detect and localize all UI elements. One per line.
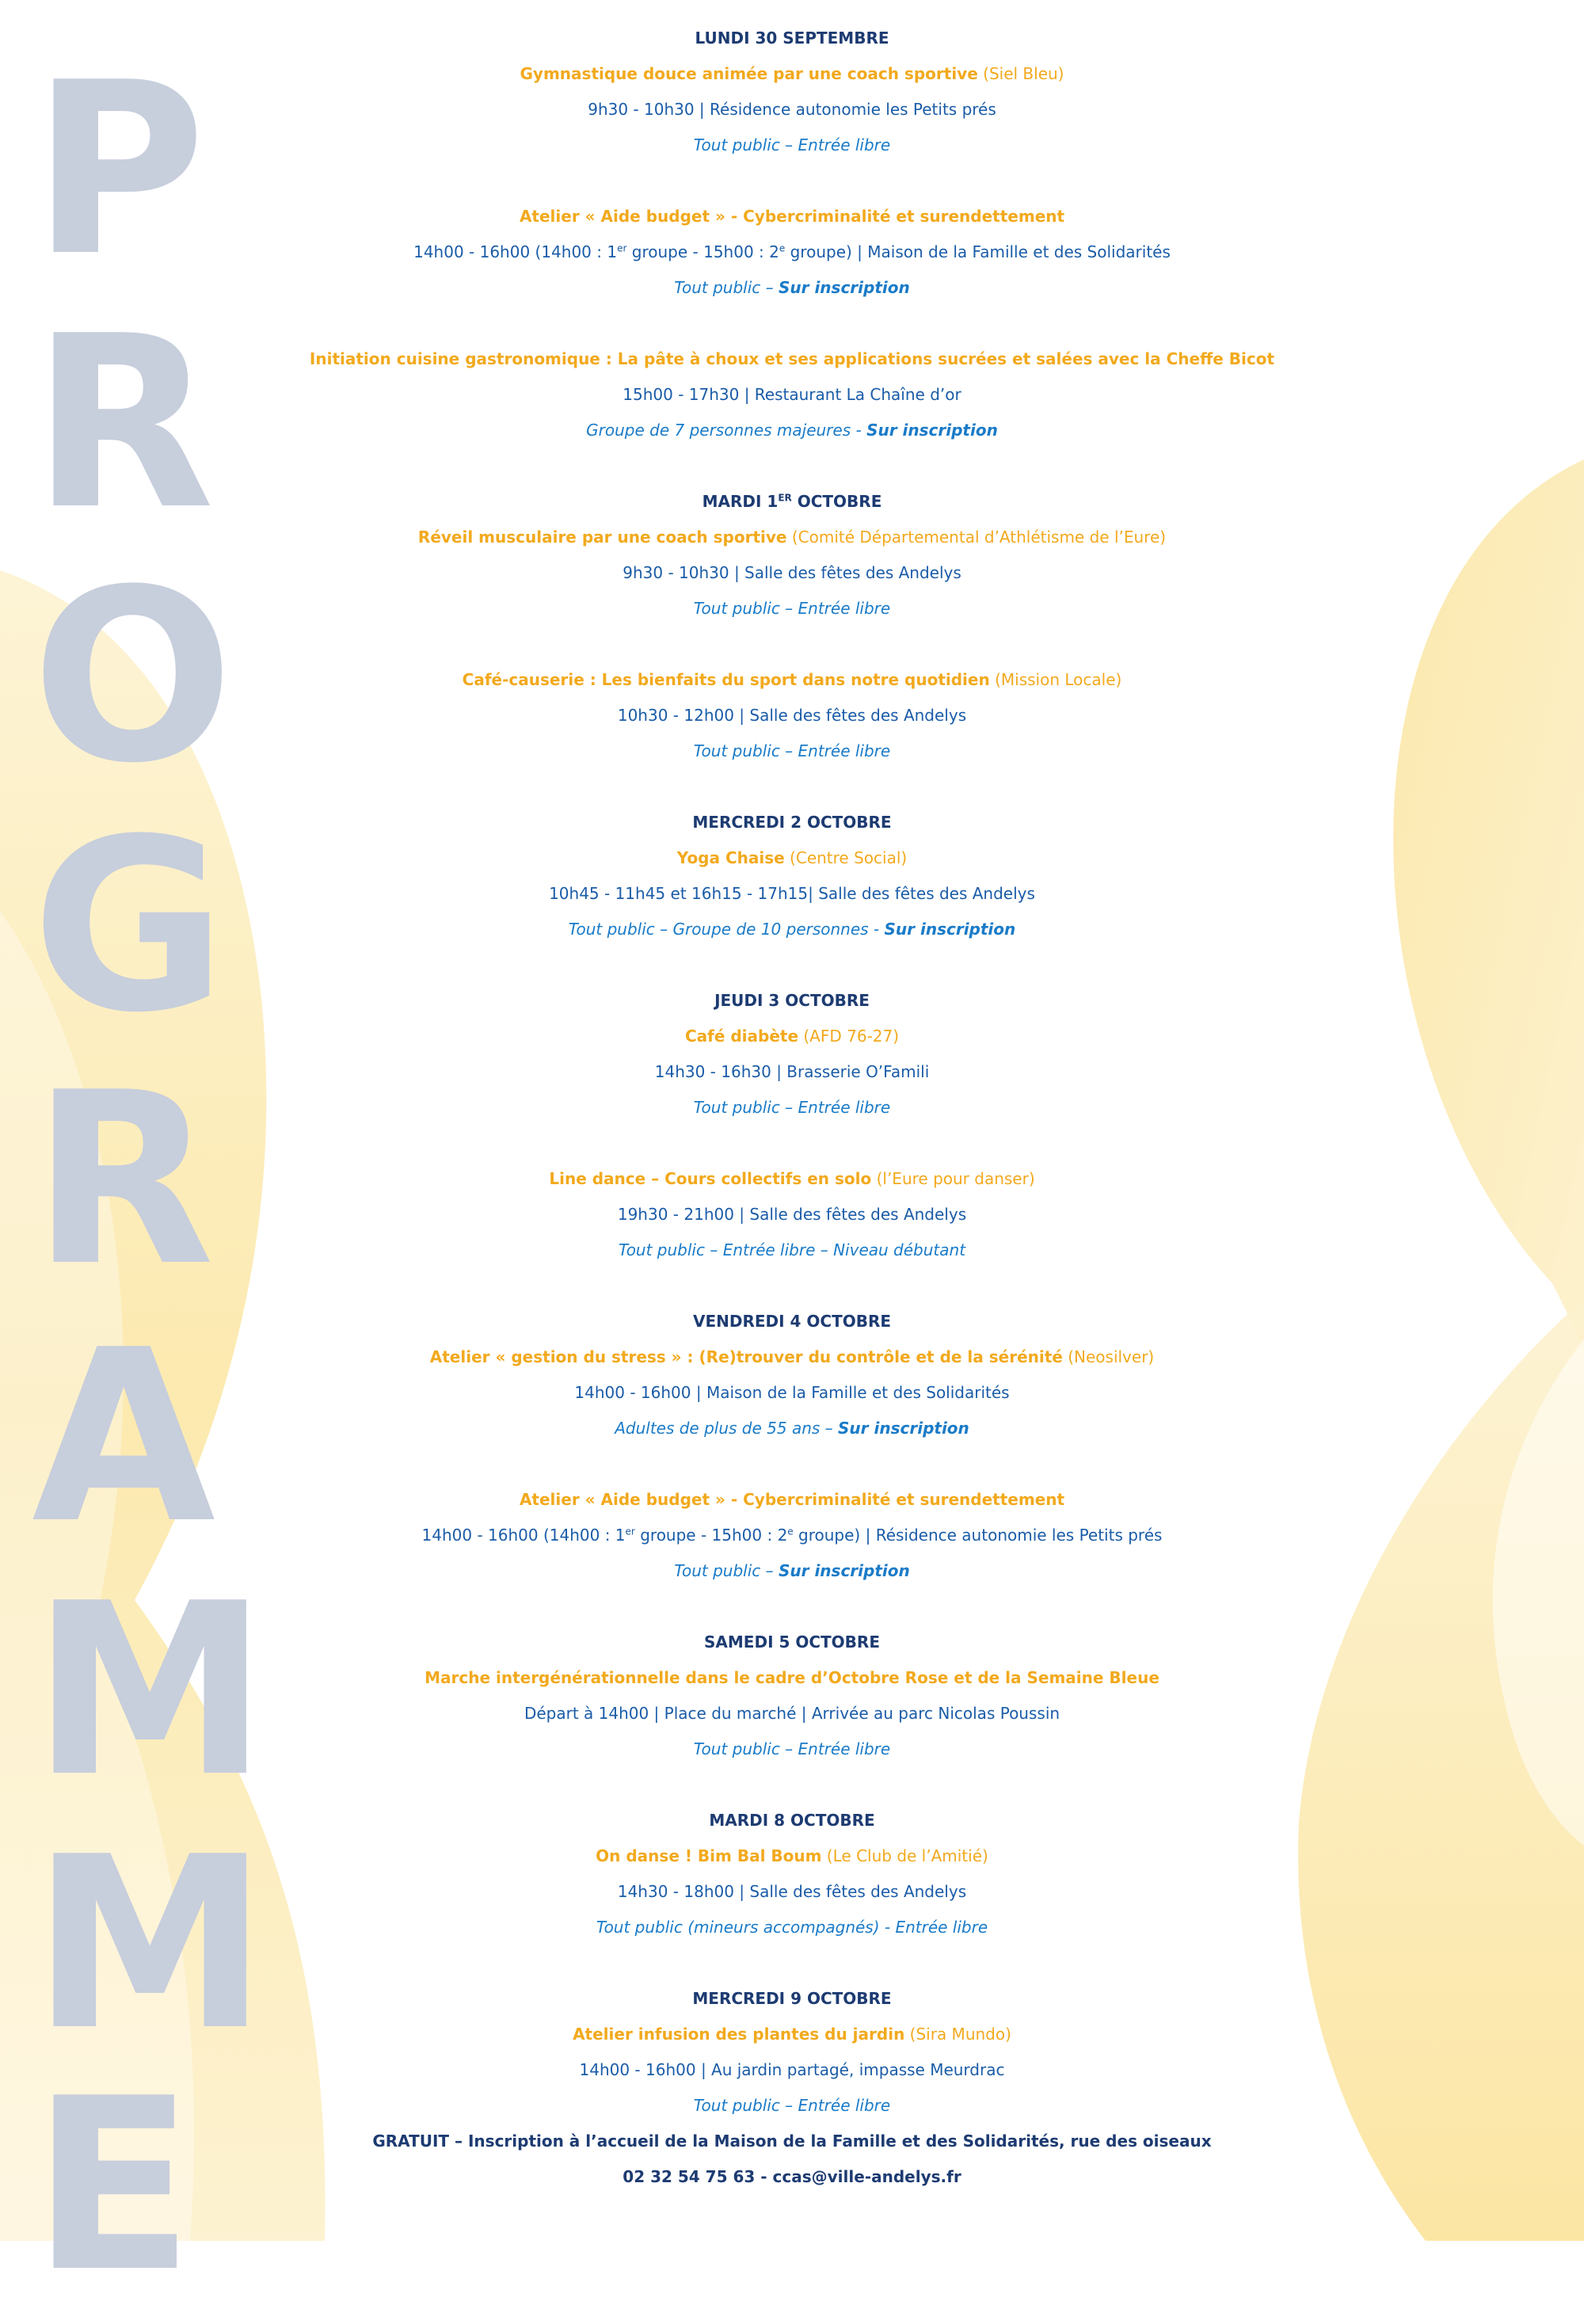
vertical-letter: P: [32, 32, 206, 308]
event-time-place: 14h00 - 16h00 | Maison de la Famille et des Solidarités: [574, 1383, 1010, 1402]
vertical-letter: A: [32, 1299, 216, 1575]
day-block: [0, 1625, 1584, 1767]
event-audience: Tout public – Sur inscription: [674, 1561, 910, 1580]
footer: [0, 2124, 1584, 2195]
event-title: Atelier « Aide budget » - Cybercriminalité et surendettement: [519, 1490, 1065, 1509]
vertical-letter: R: [32, 1042, 215, 1318]
event-title: Café-causerie : Les bienfaits du sport dans notre quotidien (Mission Locale): [462, 670, 1122, 689]
vertical-letter: G: [32, 788, 227, 1065]
day-block: [0, 805, 1584, 947]
day-heading: MARDI 8 OCTOBRE: [709, 1811, 875, 1830]
event-organizer: (Centre Social): [784, 848, 908, 867]
event-audience: Groupe de 7 personnes majeures - Sur inscription: [586, 421, 998, 440]
event-title: Yoga Chaise (Centre Social): [676, 848, 908, 867]
event-title: Atelier infusion des plantes du jardin (Sira Mundo): [573, 2025, 1011, 2044]
event-title: Café diabète (AFD 76-27): [684, 1027, 900, 1046]
event-audience: Tout public – Entrée libre: [693, 2096, 891, 2115]
event-title: Line dance – Cours collectifs en solo (l’Eure pour danser): [549, 1169, 1035, 1188]
day-block: [0, 1299, 1584, 1589]
program-content: [0, 21, 1584, 2195]
day-block: [0, 484, 1584, 769]
event-audience: Tout public – Groupe de 10 personnes - Sur inscription: [568, 920, 1016, 939]
event-audience: Tout public – Entrée libre – Niveau débutant: [618, 1240, 966, 1259]
event-title: Initiation cuisine gastronomique : La pâte à choux et ses applications sucrées et salées avec la Cheffe Bicot: [309, 349, 1275, 368]
event-audience: Adultes de plus de 55 ans – Sur inscription: [615, 1419, 969, 1438]
day-block: [0, 1803, 1584, 1945]
day-heading: MERCREDI 2 OCTOBRE: [692, 813, 892, 832]
day-block: [0, 21, 1584, 448]
event-organizer: (Mission Locale): [989, 670, 1122, 689]
footer-contact[interactable]: 02 32 54 75 63 - ccas@ville-andelys.fr: [623, 2167, 961, 2186]
event-audience: Tout public – Entrée libre: [693, 1098, 891, 1117]
event-time-place: 14h30 - 18h00 | Salle des fêtes des Andelys: [617, 1882, 967, 1901]
event-organizer: (Siel Bleu): [977, 64, 1064, 83]
event-time-place: 14h00 - 16h00 (14h00 : 1er groupe - 15h00 : 2e groupe) | Résidence autonomie les Petits prés: [421, 1526, 1163, 1545]
event-time-place: 19h30 - 21h00 | Salle des fêtes des Andelys: [617, 1205, 967, 1224]
event-organizer: (Le Club de l’Amitié): [821, 1846, 988, 1865]
event-time-place: Départ à 14h00 | Place du marché | Arrivée au parc Nicolas Poussin: [524, 1704, 1060, 1723]
day-heading: SAMEDI 5 OCTOBRE: [704, 1633, 880, 1652]
day-heading: MERCREDI 9 OCTOBRE: [692, 1989, 892, 2008]
event-time-place: 14h00 - 16h00 | Au jardin partagé, impasse Meurdrac: [579, 2060, 1005, 2079]
vertical-letter: O: [32, 539, 234, 815]
vertical-letter: E: [32, 2048, 194, 2324]
day-block: [0, 1981, 1584, 2124]
event-time-place: 10h30 - 12h00 | Salle des fêtes des Andelys: [617, 706, 967, 725]
event-time-place: 10h45 - 11h45 et 16h15 - 17h15| Salle des fêtes des Andelys: [549, 884, 1035, 903]
day-block: [0, 983, 1584, 1268]
event-time-place: 15h00 - 17h30 | Restaurant La Chaîne d’or: [623, 385, 961, 404]
event-title: Gymnastique douce animée par une coach sportive (Siel Bleu): [520, 64, 1064, 83]
event-organizer: (Neosilver): [1062, 1347, 1155, 1366]
event-time-place: 9h30 - 10h30 | Salle des fêtes des Andelys: [623, 563, 961, 582]
day-heading: MARDI 1ER OCTOBRE: [702, 492, 882, 511]
event-title: Marche intergénérationnelle dans le cadre d’Octobre Rose et de la Semaine Bleue: [425, 1668, 1159, 1687]
event-time-place: 14h30 - 16h30 | Brasserie O’Famili: [654, 1062, 930, 1081]
event-audience: Tout public – Entrée libre: [693, 135, 891, 154]
event-audience: Tout public – Entrée libre: [693, 1739, 891, 1758]
event-time-place: 9h30 - 10h30 | Résidence autonomie les Petits prés: [588, 100, 996, 119]
event-title: Atelier « gestion du stress » : (Re)trouver du contrôle et de la sérénité (Neosilver): [429, 1347, 1155, 1366]
event-audience: Tout public – Sur inscription: [674, 278, 910, 297]
event-title: Réveil musculaire par une coach sportive (Comité Départemental d’Athlétisme de l’Eure): [417, 528, 1167, 547]
event-audience: Tout public – Entrée libre: [693, 741, 891, 760]
event-organizer: (l’Eure pour danser): [871, 1169, 1035, 1188]
event-organizer: (Comité Départemental d’Athlétisme de l’Eure): [786, 528, 1167, 547]
vertical-letter: M: [32, 1553, 268, 1829]
event-time-place: 14h00 - 16h00 (14h00 : 1er groupe - 15h00 : 2e groupe) | Maison de la Famille et des Solidarités: [413, 242, 1171, 261]
day-heading: JEUDI 3 OCTOBRE: [714, 991, 870, 1010]
vertical-letter: M: [32, 1806, 268, 2082]
day-heading: LUNDI 30 SEPTEMBRE: [695, 29, 889, 48]
event-organizer: (AFD 76-27): [798, 1027, 900, 1046]
vertical-letter: R: [32, 285, 215, 562]
event-title: On danse ! Bim Bal Boum (Le Club de l’Amitié): [596, 1846, 988, 1865]
footer-registration-info: GRATUIT – Inscription à l’accueil de la Maison de la Famille et des Solidarités, rue des oiseaux: [372, 2132, 1212, 2151]
event-organizer: (Sira Mundo): [904, 2025, 1011, 2044]
event-title: Atelier « Aide budget » - Cybercriminalité et surendettement: [519, 207, 1065, 226]
event-audience: Tout public (mineurs accompagnés) - Entrée libre: [596, 1918, 988, 1937]
day-heading: VENDREDI 4 OCTOBRE: [692, 1312, 892, 1331]
event-audience: Tout public – Entrée libre: [693, 599, 891, 618]
